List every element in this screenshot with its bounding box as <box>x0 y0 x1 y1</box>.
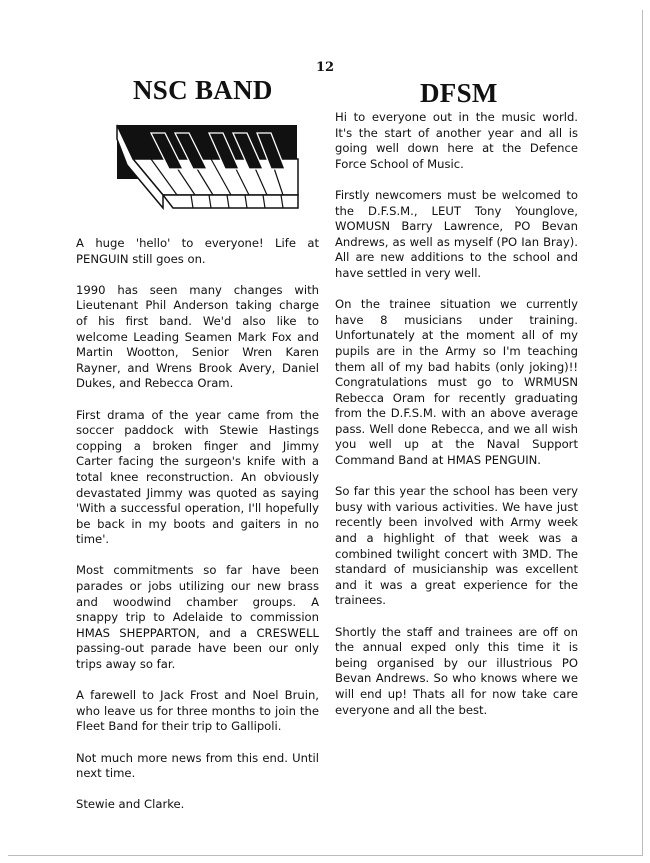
paragraph: So far this year the school has been very busy with various activities. We have just recently been involved with Army week and a highlight of that week was a combined twilight concert with 3MD. The standard of musicianship was excellent and it was a great experience for the trainees. <box>335 484 578 608</box>
nsc-band-heading: NSC BAND <box>133 75 273 105</box>
signature: Stewie and Clarke. <box>76 797 185 812</box>
dfsm-article <box>335 110 578 734</box>
nsc-band-article <box>76 236 319 829</box>
paragraph: Hi to everyone out in the music world. It's the start of another year and all is going well down here at the Defence Force School of Music. <box>335 110 578 171</box>
paragraph: Not much more news from this end. Until next time. <box>76 750 319 781</box>
paragraph: A huge 'hello' to everyone! Life at PENGUIN still goes on. <box>76 236 319 266</box>
paragraph: 1990 has seen many changes with Lieutenant Phil Anderson taking charge of his first band. We'd also like to welcome Leading Seamen Mark Fox and Martin Wootton, Senior Wren Karen Rayner, and Wrens Brook Avery, Daniel Dukes, and Rebecca Oram. <box>76 282 319 391</box>
paragraph: Firstly newcomers must be welcomed to the D.F.S.M., LEUT Tony Younglove, WOMUSN Barry Lawrence, PO Bevan Andrews, as well as myself (PO Ian Bray). All are new additions to the school and have settled in very well. <box>335 187 578 280</box>
page-number: 12 <box>315 60 335 75</box>
paragraph: Shortly the staff and trainees are off on the annual exped only this time it is being organised by our illustrious PO Bevan Andrews. So who knows where we will end up! Thats all for now take care everyone and all the best. <box>335 624 578 717</box>
paragraph: Most commitments so far have been parades or jobs utilizing our new brass and woodwind chamber groups. A snappy trip to Adelaide to commission HMAS SHEPPARTON, and a CRESWELL passing-out parade have been our only trips away so far. <box>76 563 319 672</box>
paragraph: A farewell to Jack Frost and Noel Bruin, who leave us for three months to join the Fleet Band for their trip to Gallipoli. <box>76 688 319 734</box>
piano-keyboard-illustration <box>113 119 303 211</box>
paragraph: First drama of the year came from the soccer paddock with Stewie Hastings copping a broken finger and Jimmy Carter facing the surgeon's knife with a total knee reconstruction. An obviously devastated Jimmy was quoted as saying 'With a successful operation, I'll hopefully be back in my boots and gaiters in no time'. <box>76 407 319 547</box>
dfsm-heading: DFSM <box>420 78 498 108</box>
paragraph: On the trainee situation we currently have 8 musicians under training. Unfortunately at the moment all of my pupils are in the Army so I'm teaching them all of my bad habits (only joking)!! Congratulations must go to WRMUSN Rebecca Oram for recently graduating from the D.F.S.M. with an above average pass. Well done Rebecca, and we all wish you well up at the Naval Support Command Band at HMAS PENGUIN. <box>335 297 578 468</box>
